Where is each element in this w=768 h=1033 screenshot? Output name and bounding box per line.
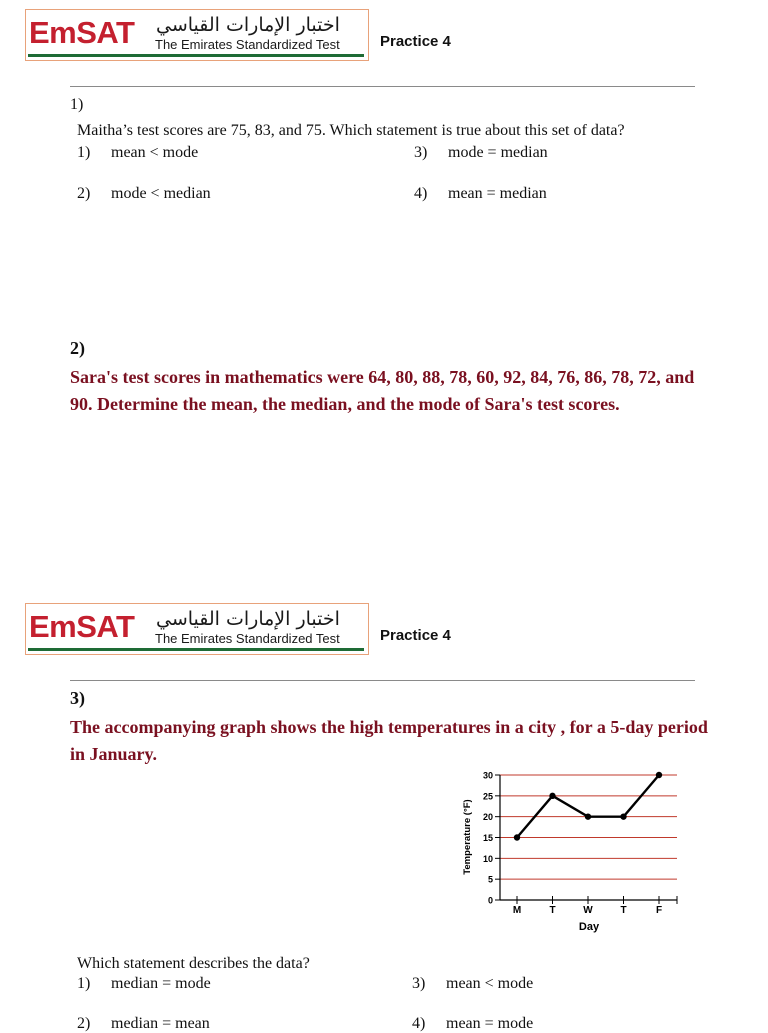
header-top bbox=[25, 9, 465, 65]
q3-option-1[interactable] bbox=[77, 975, 211, 993]
option-number: 3) bbox=[414, 144, 428, 161]
y-tick-label: 30 bbox=[482, 770, 493, 781]
option-number: 2) bbox=[77, 1015, 91, 1032]
logo-arabic: اختبار الإمارات القياسي bbox=[156, 608, 340, 630]
logo-arabic: اختبار الإمارات القياسي bbox=[156, 14, 340, 36]
x-tick-label: W bbox=[583, 905, 593, 916]
data-point bbox=[620, 813, 626, 819]
temperature-line-chart bbox=[455, 765, 695, 940]
q1-number: 1) bbox=[70, 96, 84, 113]
q3-option-2[interactable] bbox=[77, 1015, 210, 1033]
q3-option-3[interactable] bbox=[412, 975, 533, 993]
q2-stem: Sara's test scores in mathematics were 64, 80, 88, 78, 60, 92, 84, 76, 86, 78, 72, and 90. Determine the mean, the median, and the mode of Sara's test scores. bbox=[70, 367, 695, 414]
data-point bbox=[656, 772, 662, 778]
option-text: median = mean bbox=[111, 1015, 210, 1032]
option-text: mean = median bbox=[448, 185, 547, 202]
y-tick-label: 20 bbox=[482, 812, 493, 823]
q3-option-4[interactable] bbox=[412, 1015, 533, 1033]
option-number: 3) bbox=[412, 975, 426, 992]
y-tick-label: 15 bbox=[482, 833, 493, 843]
y-axis-label: Temperature (°F) bbox=[462, 799, 473, 875]
logo-text: EmSAT bbox=[29, 609, 135, 644]
y-tick-label: 25 bbox=[482, 791, 493, 802]
logo-underline bbox=[28, 648, 364, 651]
option-number: 2) bbox=[77, 185, 91, 202]
header-bottom bbox=[25, 603, 465, 659]
option-text: mean = mode bbox=[446, 1015, 534, 1032]
divider bbox=[70, 680, 695, 681]
q1-option-4[interactable] bbox=[414, 185, 547, 203]
q3-stem: The accompanying graph shows the high temperatures in a city , for a 5-day period in January. bbox=[70, 717, 708, 764]
data-point bbox=[549, 793, 555, 799]
x-tick-label: M bbox=[512, 905, 522, 916]
option-number: 4) bbox=[414, 185, 428, 202]
logo-text: EmSAT bbox=[29, 15, 135, 50]
logo-underline bbox=[28, 54, 364, 57]
q1-stem: Maitha’s test scores are 75, 83, and 75. Which statement is true about this set of data? bbox=[77, 122, 625, 139]
q3-question: Which statement describes the data? bbox=[77, 955, 310, 972]
y-tick-label: 0 bbox=[487, 895, 493, 906]
x-tick-label: T bbox=[549, 905, 556, 916]
y-tick-label: 10 bbox=[482, 853, 493, 864]
x-tick-label: F bbox=[655, 905, 663, 916]
emsat-logo bbox=[25, 603, 369, 655]
divider bbox=[70, 86, 695, 87]
option-text: mode = median bbox=[448, 144, 548, 161]
logo-subtitle: The Emirates Standardized Test bbox=[155, 631, 340, 646]
option-number: 4) bbox=[412, 1015, 426, 1032]
data-point bbox=[514, 834, 520, 840]
x-tick-label: T bbox=[620, 905, 627, 916]
temperature-series-line bbox=[517, 775, 659, 838]
x-axis-label: Day bbox=[578, 921, 600, 933]
data-point bbox=[585, 813, 591, 819]
emsat-logo bbox=[25, 9, 369, 61]
q2-number: 2) bbox=[70, 338, 85, 358]
option-text: median = mode bbox=[111, 975, 211, 992]
q1-option-1[interactable] bbox=[77, 144, 198, 162]
q3-number: 3) bbox=[70, 688, 85, 708]
logo-subtitle: The Emirates Standardized Test bbox=[155, 37, 340, 52]
option-text: mode < median bbox=[111, 185, 211, 202]
option-text: mean < mode bbox=[446, 975, 534, 992]
q1-option-2[interactable] bbox=[77, 185, 211, 203]
option-number: 1) bbox=[77, 975, 91, 992]
practice-label: Practice 4 bbox=[380, 627, 451, 644]
q1-option-3[interactable] bbox=[414, 144, 548, 162]
option-text: mean < mode bbox=[111, 144, 199, 161]
practice-label: Practice 4 bbox=[380, 33, 451, 50]
y-tick-label: 5 bbox=[487, 874, 493, 885]
option-number: 1) bbox=[77, 144, 91, 161]
